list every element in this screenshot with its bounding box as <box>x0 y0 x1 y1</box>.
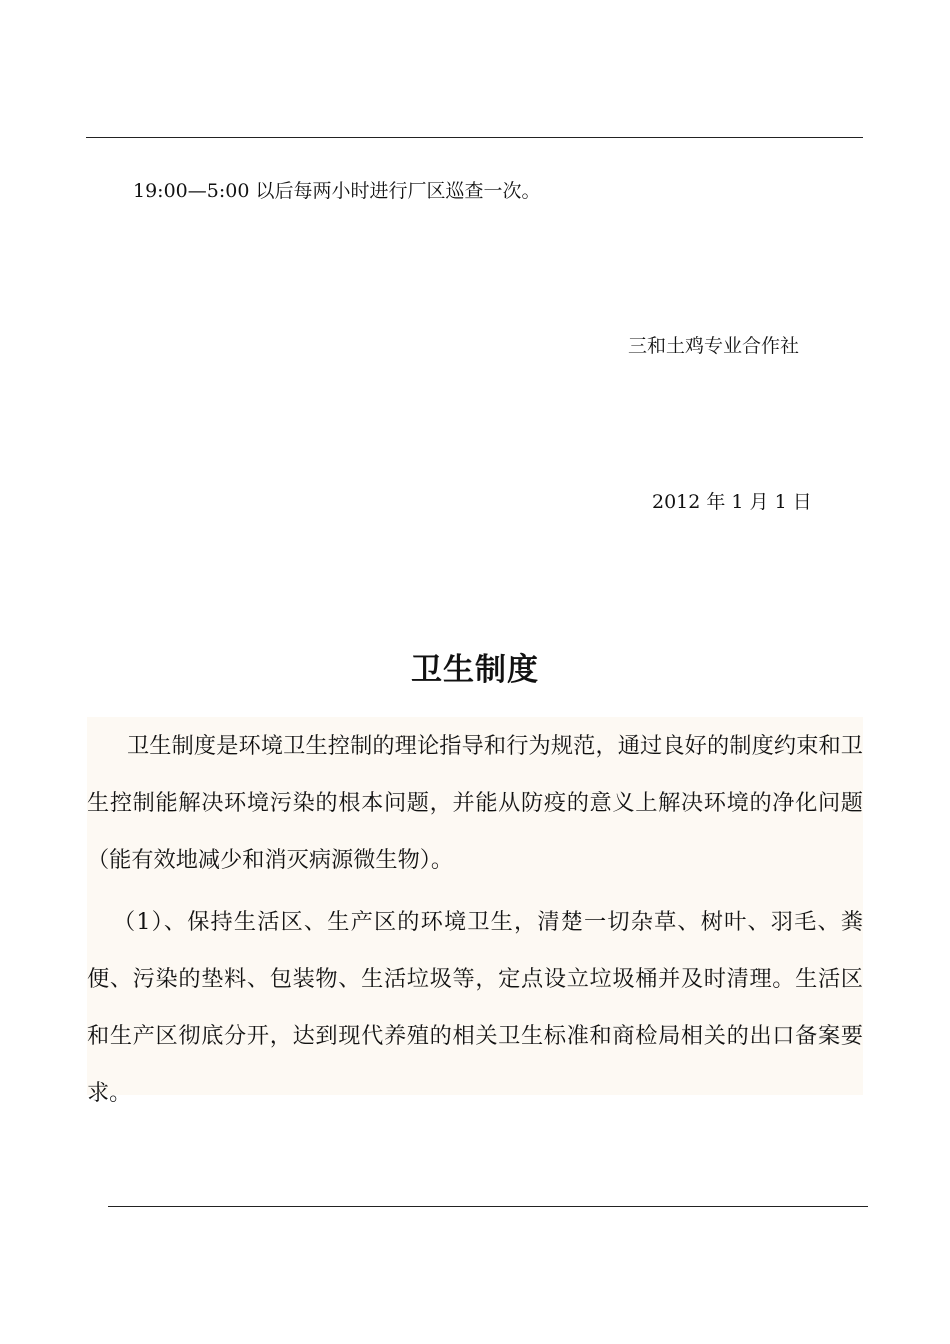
rule-item-1: （1）、保持生活区、生产区的环境卫生，清楚一切杂草、树叶、羽毛、粪便、污染的垫料、包装物、生活垃圾等，定点设立垃圾桶并及时清理。生活区和生产区彻底分开，达到现代养殖的相关卫生标准和商检局相关的出口备案要求。 <box>87 909 863 1106</box>
intro-paragraph: 卫生制度是环境卫生控制的理论指导和行为规范，通过良好的制度约束和卫生控制能解决环境污染的根本问题，并能从防疫的意义上解决环境的净化问题（能有效地减少和消灭病源微生物）。 <box>87 733 863 873</box>
header-divider <box>86 137 863 138</box>
footer-divider <box>108 1206 868 1207</box>
organization-signature: 三和土鸡专业合作社 <box>628 335 800 357</box>
patrol-schedule-text: 19:00—5:00 以后每两小时进行厂区巡查一次。 <box>133 180 541 202</box>
section-title: 卫生制度 <box>411 652 539 688</box>
signature-date: 2012 年 1 月 1 日 <box>652 491 812 513</box>
